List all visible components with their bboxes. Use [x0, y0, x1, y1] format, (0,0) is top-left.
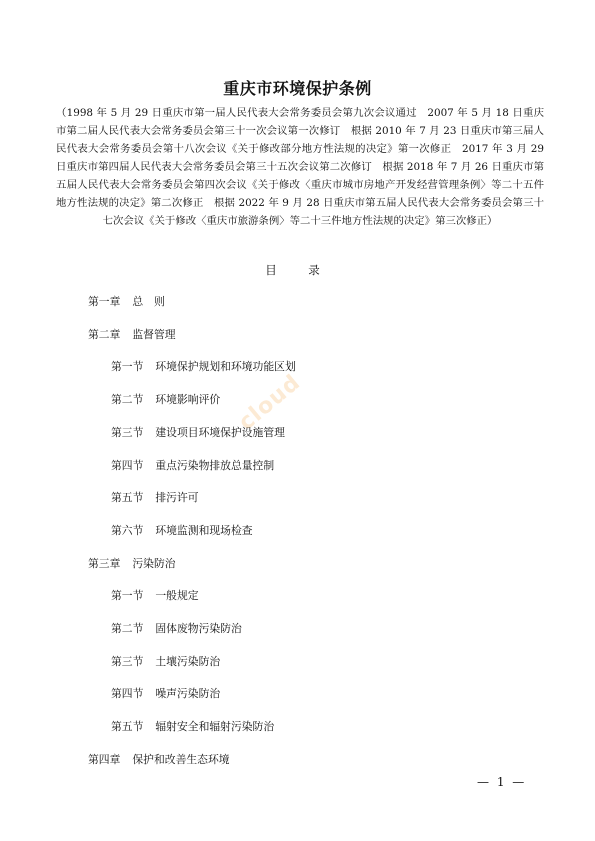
toc-item-name: 环境保护规划和环境功能区划 — [155, 360, 296, 374]
page-number: — 1 — — [477, 775, 527, 789]
watermark-logo: cloud — [234, 369, 306, 436]
toc-item-name: 辐射安全和辐射污染防治 — [155, 720, 275, 734]
toc-section — [111, 490, 199, 505]
document-title: 重庆市环境保护条例 — [223, 79, 372, 98]
toc-item-name: 固体废物污染防治 — [155, 622, 242, 635]
toc-title: 目 录 — [265, 263, 330, 277]
toc-item-name: 土壤污染防治 — [155, 654, 221, 668]
toc-item-name: 噪声污染防治 — [155, 687, 221, 701]
toc-section — [111, 392, 220, 407]
toc-section — [111, 359, 296, 374]
toc-item-number: 第六节 — [111, 523, 144, 537]
toc-chapter — [88, 752, 230, 767]
toc-section — [111, 654, 220, 669]
toc-item-name: 污染防治 — [132, 556, 176, 570]
toc-item-name: 环境监测和现场检查 — [155, 523, 253, 537]
toc-section — [111, 458, 274, 473]
toc-item-number: 第三节 — [111, 654, 144, 668]
toc-item-name: 重点污染物排放总量控制 — [155, 458, 275, 472]
toc-item-number: 第三节 — [111, 425, 144, 439]
toc-item-name: 监督管理 — [132, 327, 176, 341]
toc-section — [111, 621, 242, 636]
toc-item-name: 一般规定 — [155, 589, 199, 603]
toc-item-number: 第一节 — [111, 589, 144, 603]
toc-item-number: 第五节 — [111, 491, 144, 505]
toc-item-number: 第一节 — [111, 360, 144, 374]
toc-chapter — [88, 556, 176, 571]
toc-item-name: 总 则 — [132, 295, 165, 308]
toc-section — [111, 523, 253, 538]
toc-chapter — [88, 294, 165, 309]
toc-chapter — [88, 327, 176, 342]
legislative-history: （1998 年 5 月 29 日重庆市第一届人民代表大会常务委员会第九次会议通过 2007 年 5 月 18 日重庆市第二届人民代表大会常务委员会第三十一次会议第一次修订 根据 2010 年 7 月 23 日重庆市第三届人民代表大会常务委员会第十八次会议《关于修改部分地方性法规的决定》第一次修正 2017 年 3 月 29 日重庆市第四届人民代表大会常务委员会第三十五次会议第二次修订 根据 2018 年 7 月 26 日重庆市第五届人民代表大会常务委员会第四次会议《关于修改〈重庆市城市房地产开发经营管理条例〉等二十五件地方性法规的决定》第二次修正 根据 2022 年 9 月 28 日重庆市第五届人民代表大会常务委员会第三十七次会议《关于修改〈重庆市旅游条例〉等二十三件地方性法规的决定》第三次修正） — [56, 107, 544, 227]
toc-item-name: 建设项目环境保护设施管理 — [155, 425, 285, 439]
toc-item-number: 第三章 — [88, 556, 121, 570]
toc-item-number: 第二章 — [88, 327, 121, 341]
toc-item-number: 第二节 — [111, 393, 144, 407]
toc-item-number: 第四节 — [111, 458, 144, 472]
toc-section — [111, 588, 199, 603]
toc-item-number: 第五节 — [111, 720, 144, 734]
toc-item-number: 第一章 — [88, 295, 121, 308]
toc-item-name: 环境影响评价 — [155, 393, 221, 407]
toc-item-number: 第二节 — [111, 622, 144, 635]
toc-item-number: 第四节 — [111, 687, 144, 701]
toc-item-name: 排污许可 — [155, 491, 199, 505]
toc-item-number: 第四章 — [88, 752, 121, 766]
toc-section — [111, 719, 274, 734]
toc-section — [111, 686, 220, 701]
toc-item-name: 保护和改善生态环境 — [132, 752, 230, 766]
